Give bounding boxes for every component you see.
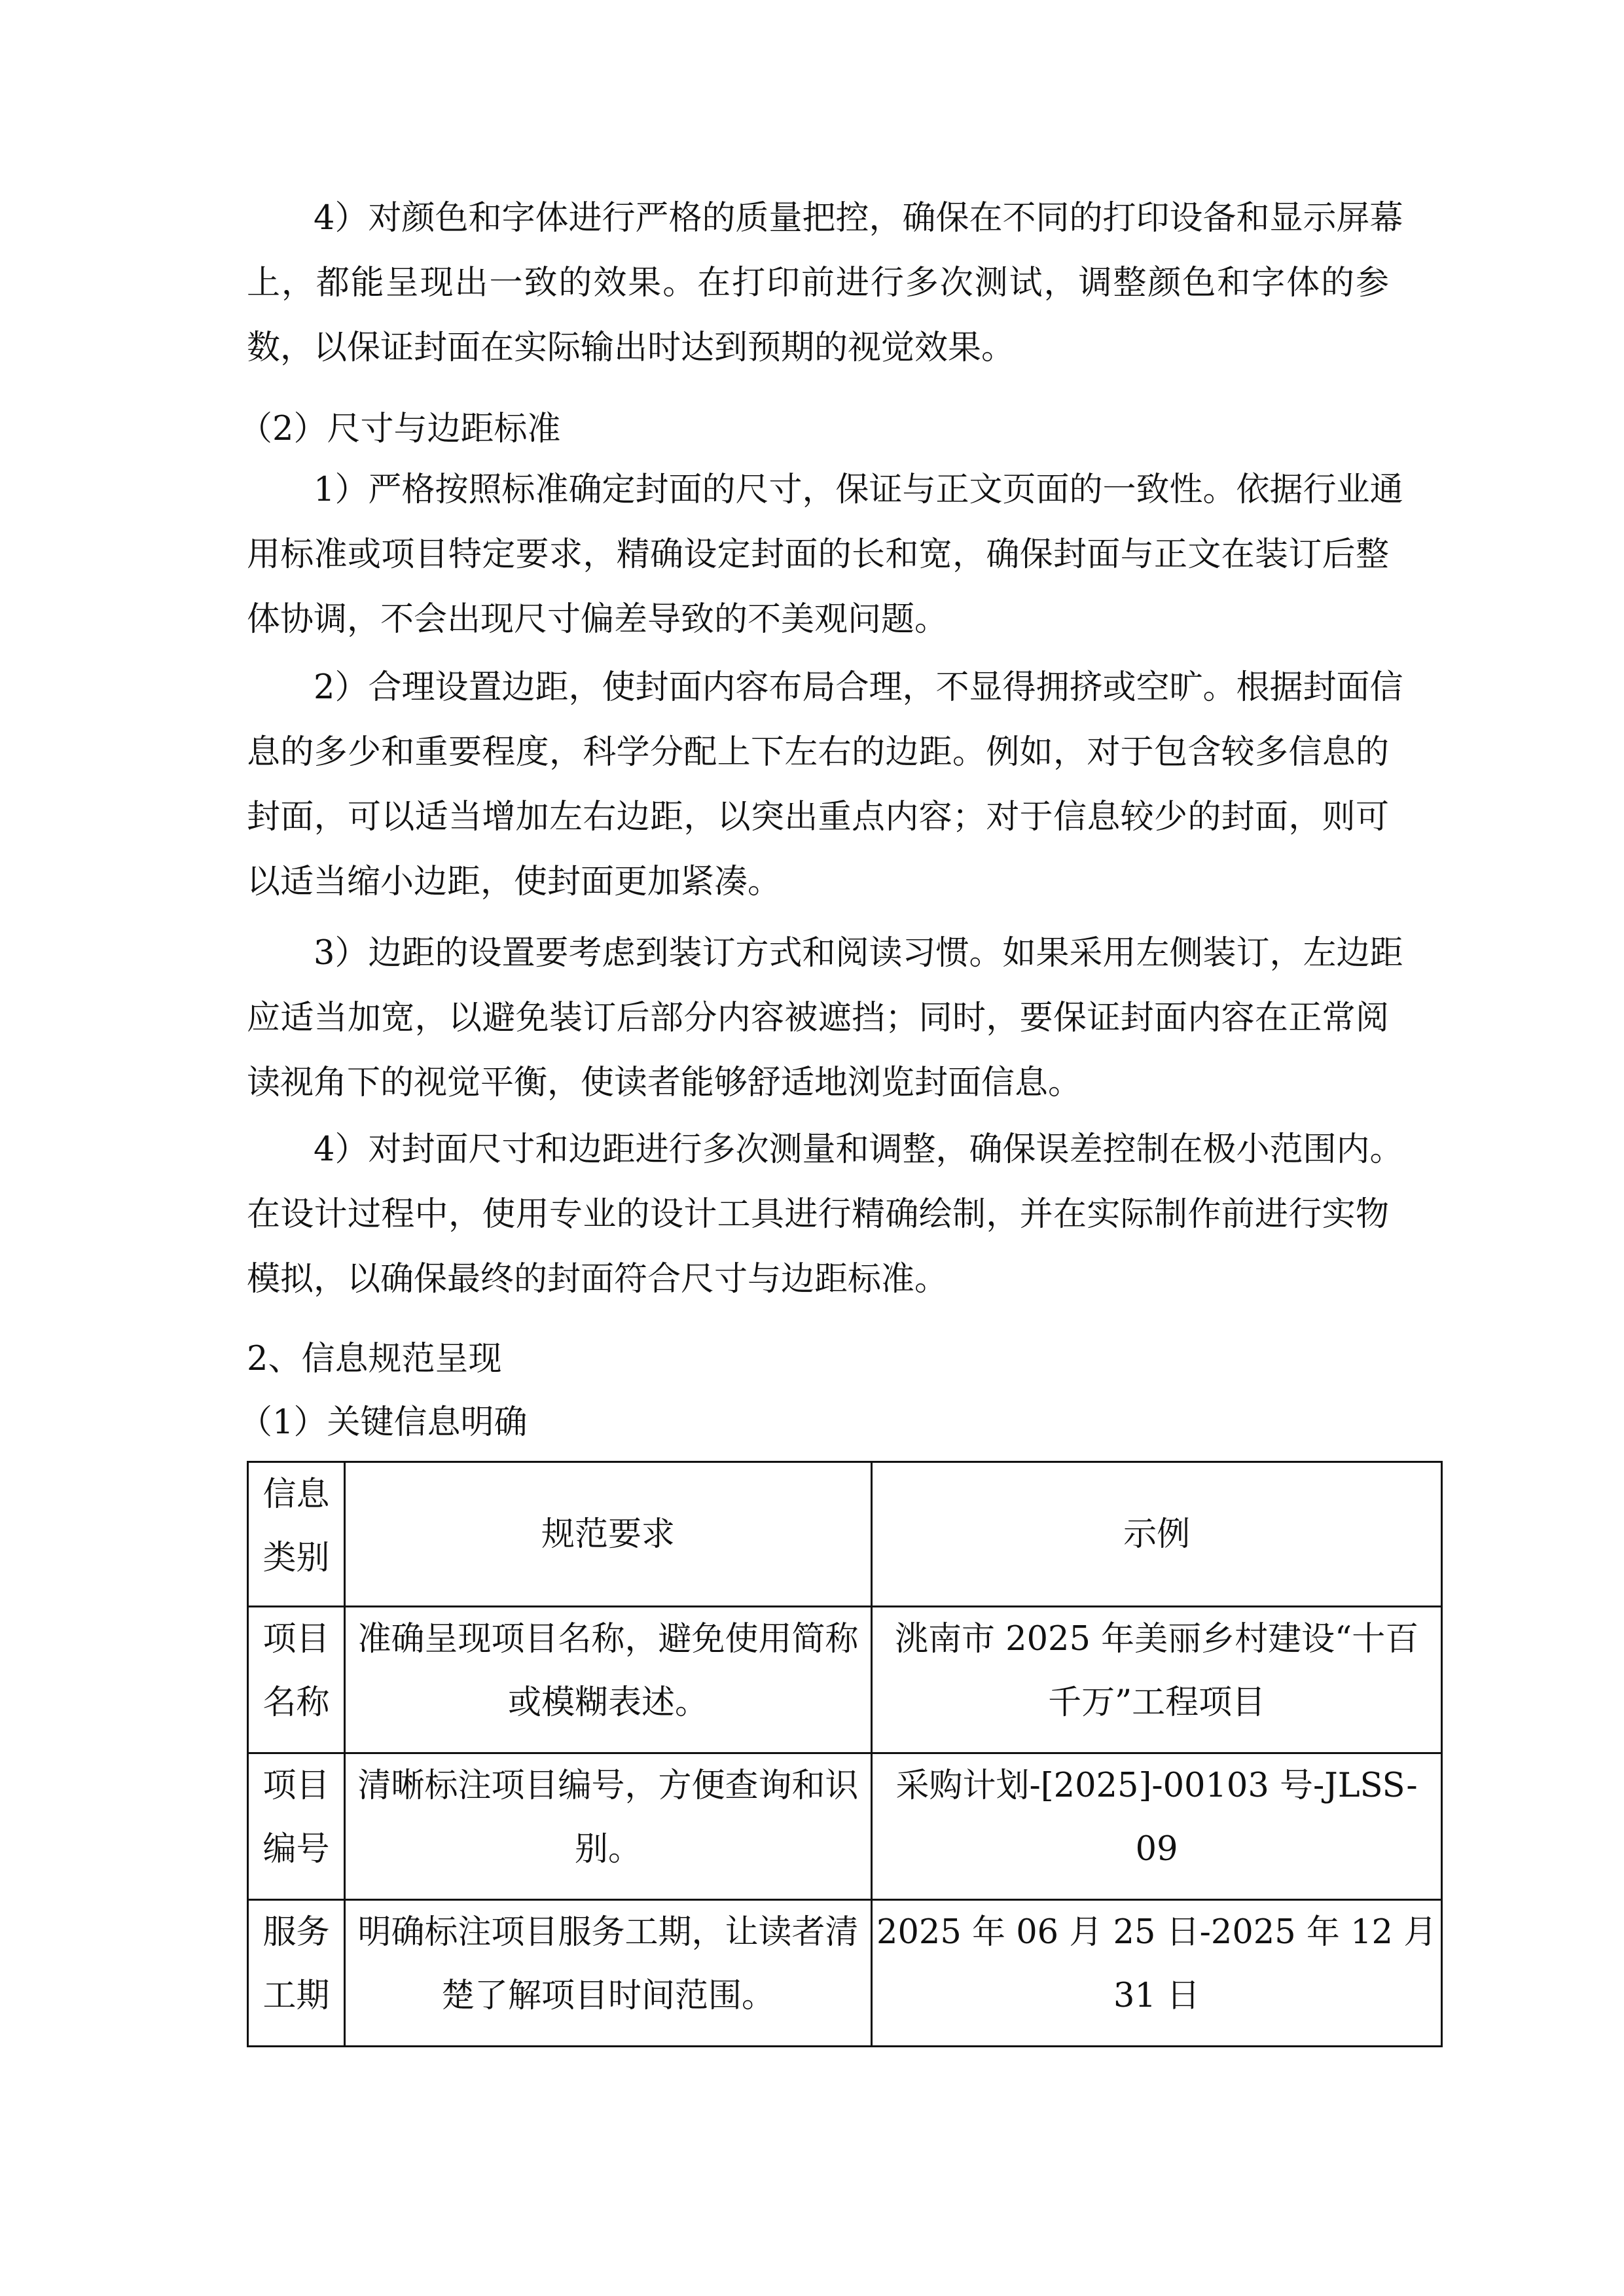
paragraph-line: 读视角下的视觉平衡，使读者能够舒适地浏览封面信息。	[247, 1064, 1082, 1102]
cell-text-line: 采购计划-[2025]-00103 号-JLSS-	[895, 1767, 1418, 1805]
table-cell	[872, 1900, 1442, 2047]
cell-text-line: 09	[1135, 1830, 1178, 1869]
table-cell	[345, 1753, 872, 1900]
cell-text-line: 示例	[1123, 1515, 1191, 1554]
cell-text-line: 31 日	[1113, 1977, 1200, 2015]
cell-text-line: 项目	[262, 1767, 330, 1805]
paragraph-margin-setting	[247, 655, 1403, 914]
cell-text-line: 别。	[574, 1830, 641, 1869]
table-row	[248, 1753, 1442, 1900]
cell-text-line: 名称	[262, 1683, 330, 1722]
paragraph-line: 体协调，不会出现尺寸偏差导致的不美观问题。	[247, 600, 948, 639]
cell-text-line: 信息	[262, 1475, 330, 1514]
paragraph-line: 3）边距的设置要考虑到装订方式和阅读习惯。如果采用左侧装订，左边距	[314, 934, 1403, 973]
paragraph-color-font-control	[247, 186, 1403, 380]
cell-text-line: 类别	[262, 1539, 330, 1577]
paragraph-line: 上，都能呈现出一致的效果。在打印前进行多次测试，调整颜色和字体的参	[247, 264, 1389, 302]
cell-text-line: 千万”工程项目	[1048, 1683, 1266, 1722]
table-header-cell	[872, 1462, 1442, 1607]
cell-text-line: 清晰标注项目编号，方便查询和识	[357, 1767, 859, 1805]
cell-text-line: 楚了解项目时间范围。	[441, 1977, 775, 2015]
table-cell	[872, 1607, 1442, 1753]
cell-text-line: 2025 年 06 月 25 日-2025 年 12 月	[876, 1913, 1437, 1952]
cell-text-line: 或模糊表述。	[507, 1683, 708, 1722]
paragraph-line: 4）对颜色和字体进行严格的质量把控，确保在不同的打印设备和显示屏幕	[314, 199, 1403, 238]
cell-text-line: 明确标注项目服务工期，让读者清	[357, 1913, 859, 1952]
cell-text-line: 服务	[262, 1913, 330, 1952]
paragraph-line: 数，以保证封面在实际输出时达到预期的视觉效果。	[247, 329, 1015, 367]
cell-text-line: 工期	[262, 1977, 330, 2015]
paragraph-line: 模拟，以确保最终的封面符合尺寸与边距标准。	[247, 1260, 948, 1299]
cell-text-line: 洮南市 2025 年美丽乡村建设“十百	[894, 1620, 1419, 1659]
table-cell	[248, 1753, 345, 1900]
key-info-table	[247, 1461, 1443, 2047]
cell-text-line: 编号	[262, 1830, 330, 1869]
cell-text-line: 项目	[262, 1620, 330, 1659]
paragraph-line: 息的多少和重要程度，科学分配上下左右的边距。例如，对于包含较多信息的	[247, 733, 1389, 772]
paragraph-line: 2）合理设置边距，使封面内容布局合理，不显得拥挤或空旷。根据封面信	[314, 668, 1403, 707]
paragraph-line: 在设计过程中，使用专业的设计工具进行精确绘制，并在实际制作前进行实物	[247, 1195, 1389, 1234]
heading-size-margin: （2）尺寸与边距标准	[239, 410, 561, 448]
paragraph-cover-size	[247, 457, 1403, 652]
table-row	[248, 1607, 1442, 1753]
paragraph-line: 以适当缩小边距，使封面更加紧凑。	[247, 863, 782, 901]
heading-key-info: （1）关键信息明确	[239, 1403, 528, 1442]
table-cell	[345, 1607, 872, 1753]
paragraph-line: 1）严格按照标准确定封面的尺寸，保证与正文页面的一致性。依据行业通	[314, 471, 1403, 509]
table-cell	[345, 1900, 872, 2047]
paragraph-line: 封面，可以适当增加左右边距，以突出重点内容；对于信息较少的封面，则可	[247, 798, 1389, 836]
paragraph-line: 应适当加宽，以避免装订后部分内容被遮挡；同时，要保证封面内容在正常阅	[247, 999, 1389, 1037]
paragraph-measure-adjust	[247, 1117, 1403, 1312]
paragraph-binding-margin	[247, 921, 1403, 1115]
table-cell	[248, 1900, 345, 2047]
table-header-row	[248, 1462, 1442, 1607]
paragraph-line: 4）对封面尺寸和边距进行多次测量和调整，确保误差控制在极小范围内。	[314, 1130, 1403, 1169]
table-header-cell	[345, 1462, 872, 1607]
paragraph-line: 用标准或项目特定要求，精确设定封面的长和宽，确保封面与正文在装订后整	[247, 535, 1389, 574]
cell-text-line: 规范要求	[541, 1515, 675, 1554]
table-header-cell	[248, 1462, 345, 1607]
table-cell	[872, 1753, 1442, 1900]
table-row	[248, 1900, 1442, 2047]
cell-text-line: 准确呈现项目名称，避免使用简称	[357, 1620, 859, 1659]
table-cell	[248, 1607, 345, 1753]
heading-info-presentation: 2、信息规范呈现	[247, 1340, 502, 1378]
